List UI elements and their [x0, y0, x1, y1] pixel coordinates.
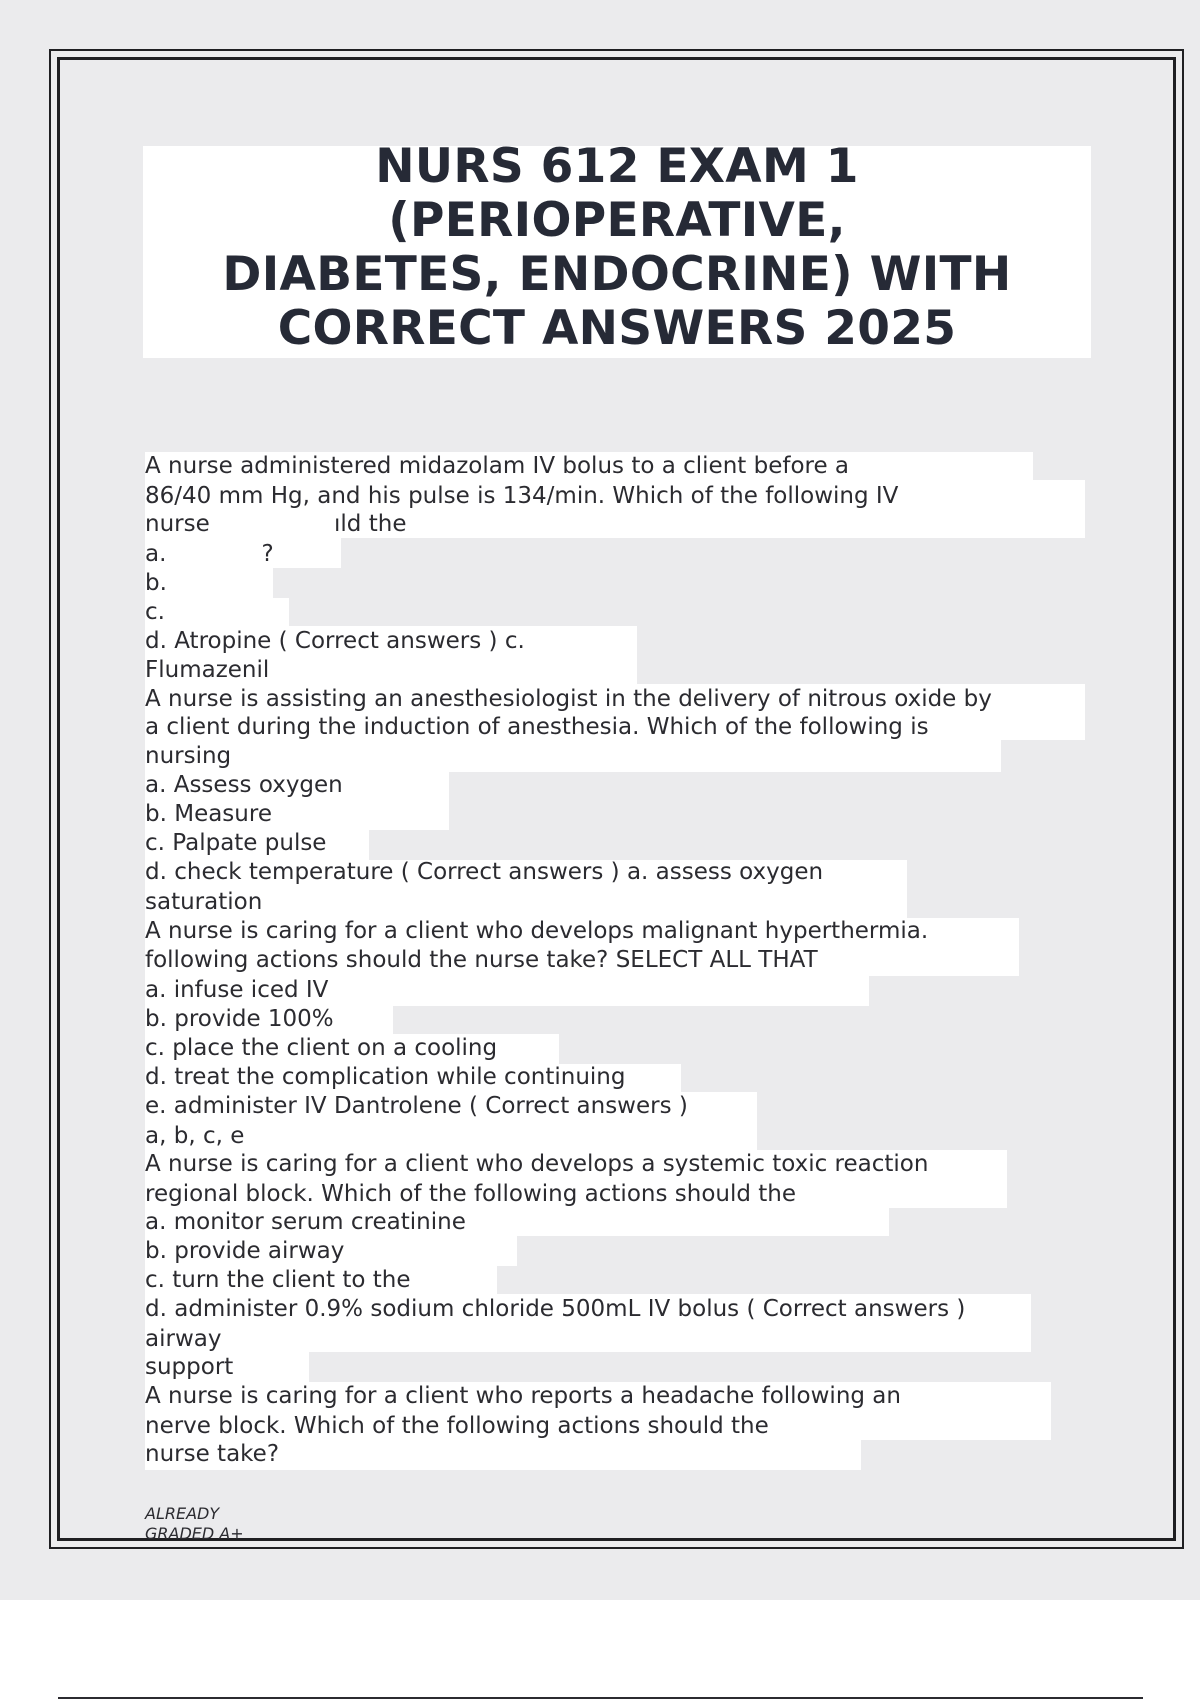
body-line: b. — [145, 570, 167, 596]
body-line: b. provide 100% — [145, 1006, 334, 1032]
body-line: A nurse is caring for a client who reports a headache following an — [145, 1383, 901, 1409]
body-line: d. administer 0.9% sodium chloride 500mL IV bolus ( Correct answers ) — [145, 1296, 966, 1322]
body-line: d. Atropine ( Correct answers ) c. — [145, 628, 525, 654]
title-line: CORRECT ANSWERS 2025 — [277, 301, 957, 356]
body-line: A nurse is caring for a client who develops a systemic toxic reaction — [145, 1151, 929, 1177]
body-line: d. check temperature ( Correct answers ) a. assess oxygen — [145, 859, 824, 885]
title-line: (PERIOPERATIVE, — [388, 193, 846, 248]
body-line: c. — [145, 599, 165, 625]
body-line: a. monitor serum creatinine — [145, 1209, 466, 1235]
body-line: 86/40 mm Hg, and his pulse is 134/min. Which of the following IV — [145, 483, 899, 509]
body-line: b. provide airway — [145, 1238, 345, 1264]
body-line: following actions should the nurse take? SELECT ALL THAT — [145, 947, 818, 973]
body-line: a. ? — [145, 541, 274, 567]
body-line: nerve block. Which of the following actions should the — [145, 1413, 769, 1439]
body-line: c. Palpate pulse — [145, 830, 327, 856]
body-line: saturation — [145, 889, 263, 915]
body-line: airway — [145, 1326, 222, 1352]
body-line: A nurse is caring for a client who develops malignant hyperthermia. — [145, 918, 929, 944]
body-line: nursing — [145, 743, 232, 769]
body-line: d. treat the complication while continuing — [145, 1064, 626, 1090]
body-line: c. place the client on a cooling — [145, 1035, 498, 1061]
body-line: a, b, c, e — [145, 1123, 245, 1149]
body-line: nurse take? — [145, 1441, 280, 1467]
body-line: nurse ıld the — [145, 511, 407, 537]
body-line: a client during the induction of anesthesia. Which of the following is — [145, 714, 929, 740]
body-line: c. turn the client to the — [145, 1267, 411, 1293]
body-line: Flumazenil — [145, 657, 270, 683]
body-line: a. infuse iced IV — [145, 977, 329, 1003]
bottom-rule — [58, 1697, 1143, 1699]
text-highlight — [145, 740, 1001, 772]
body-line: regional block. Which of the following actions should the — [145, 1181, 797, 1207]
title-line: DIABETES, ENDOCRINE) WITH — [222, 247, 1012, 302]
body-line: e. administer IV Dantrolene ( Correct answers ) — [145, 1093, 688, 1119]
body-line: a. Assess oxygen — [145, 772, 343, 798]
graded-note: GRADED A+ — [145, 1524, 244, 1543]
body-line: A nurse is assisting an anesthesiologist in the delivery of nitrous oxide by — [145, 686, 992, 712]
title-line: NURS 612 EXAM 1 — [375, 139, 859, 194]
text-highlight — [145, 598, 289, 626]
body-line: A nurse administered midazolam IV bolus to a client before a — [145, 453, 850, 479]
body-line: b. Measure — [145, 801, 272, 827]
body-line: support — [145, 1354, 234, 1380]
graded-note: ALREADY — [145, 1504, 220, 1523]
